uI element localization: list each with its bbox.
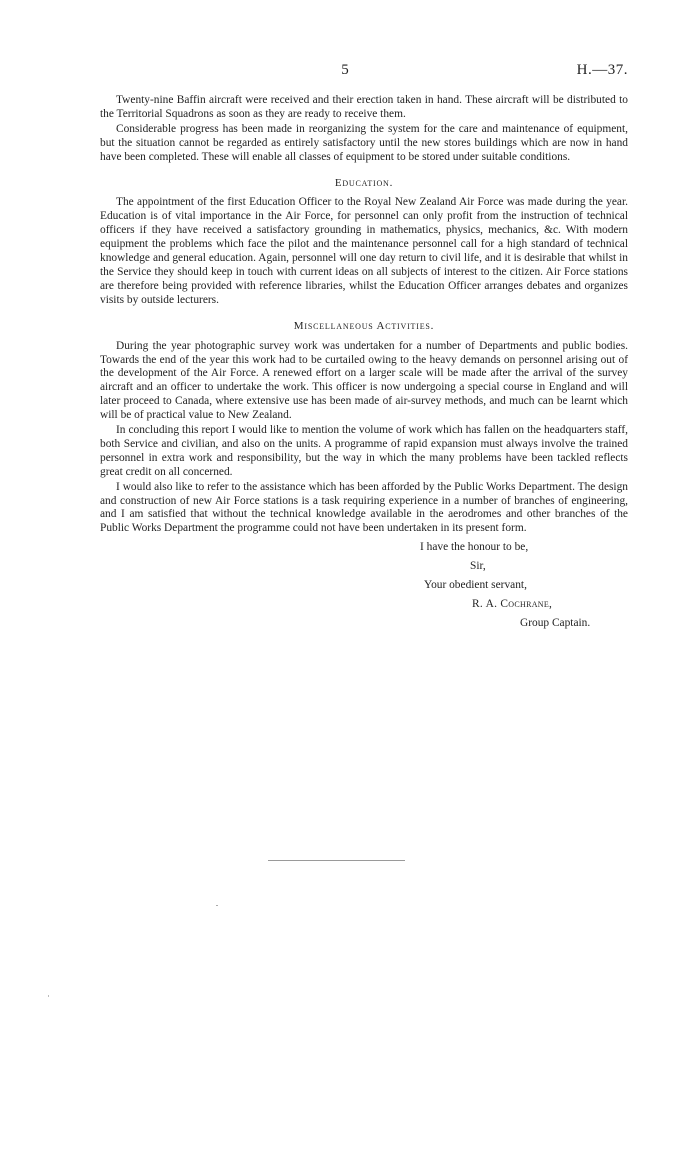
report-body <box>100 94 628 633</box>
closing-honour-line: I have the honour to be, <box>420 541 529 554</box>
paragraph-baffin-aircraft: Twenty-nine Baffin aircraft were received and their erection taken in hand. These aircraft will be distributed to the Territorial Squadrons as soon as they are ready to receive them. <box>100 94 628 120</box>
section-heading-miscellaneous: Miscellaneous Activities. <box>293 319 435 332</box>
end-divider-rule <box>268 860 405 861</box>
scan-speck <box>216 905 218 906</box>
signatory-rank: Group Captain. <box>520 617 591 630</box>
closing-servant-line: Your obedient servant, <box>424 579 527 592</box>
section-heading-education: Education. <box>334 176 394 189</box>
paragraph-concluding: In concluding this report I would like to mention the volume of work which has fallen on the headquarters staff, both Service and civilian, and also on the units. A programme of rapid expansion must always involve the trained personnel in extra work and responsibility, but the way in which the many problems have been tackled reflects great credit on all concerned. <box>100 424 628 478</box>
scan-speck <box>48 995 49 997</box>
paragraph-public-works: I would also like to refer to the assistance which has been afforded by the Public Works Department. The design and construction of new Air Force stations is a task requiring experience in a number of branches of engineering, and I am satisfied that without the technical knowledge available in the aerodromes and other branches of the Public Works Department the programme could not have been undertaken in its present form. <box>100 480 628 535</box>
page-number: 5 <box>341 62 349 78</box>
document-reference: H.—37. <box>576 62 628 78</box>
letter-closing <box>100 538 628 633</box>
paragraph-education: The appointment of the first Education Officer to the Royal New Zealand Air Force was made during the year. Education is of vital importance in the Air Force, for personnel can only profit from the instruction of technical officers if they have received a satisfactory grounding in mathematics, physics, mechanics, &c. With modern equipment the problems which face the pilot and the maintenance personnel call for a high standard of technical knowledge and general education. Again, personnel will one day return to civil life, and it is desirable that whilst in the Service they should keep in touch with current ideas on all subjects of interest to the citizen. Air Force stations are therefore being provided with reference libraries, whilst the Education Officer arranges debates and organizes visits by outside lecturers. <box>100 196 628 306</box>
paragraph-equipment: Considerable progress has been made in reorganizing the system for the care and maintenance of equipment, but the situation cannot be regarded as entirely satisfactory until the new stores buildings which are now in hand have been completed. These will enable all classes of equipment to be stored under suitable conditions. <box>100 122 628 163</box>
paragraph-survey-work: During the year photographic survey work was undertaken for a number of Departments and public bodies. Towards the end of the year this work had to be curtailed owing to the heavy demands on personnel arising out of the development of the Air Force. A renewed effort on a larger scale will be made after the arrival of the survey aircraft and an officer to undertake the work. This officer is now undergoing a special course in England and will later proceed to Canada, where extensive use has been made of air-survey methods, and much can be learnt which will be of practical value to New Zealand. <box>100 339 628 422</box>
page-header <box>100 62 628 82</box>
signatory-name: R. A. Cochrane, <box>472 598 553 611</box>
closing-salutation: Sir, <box>470 560 486 573</box>
